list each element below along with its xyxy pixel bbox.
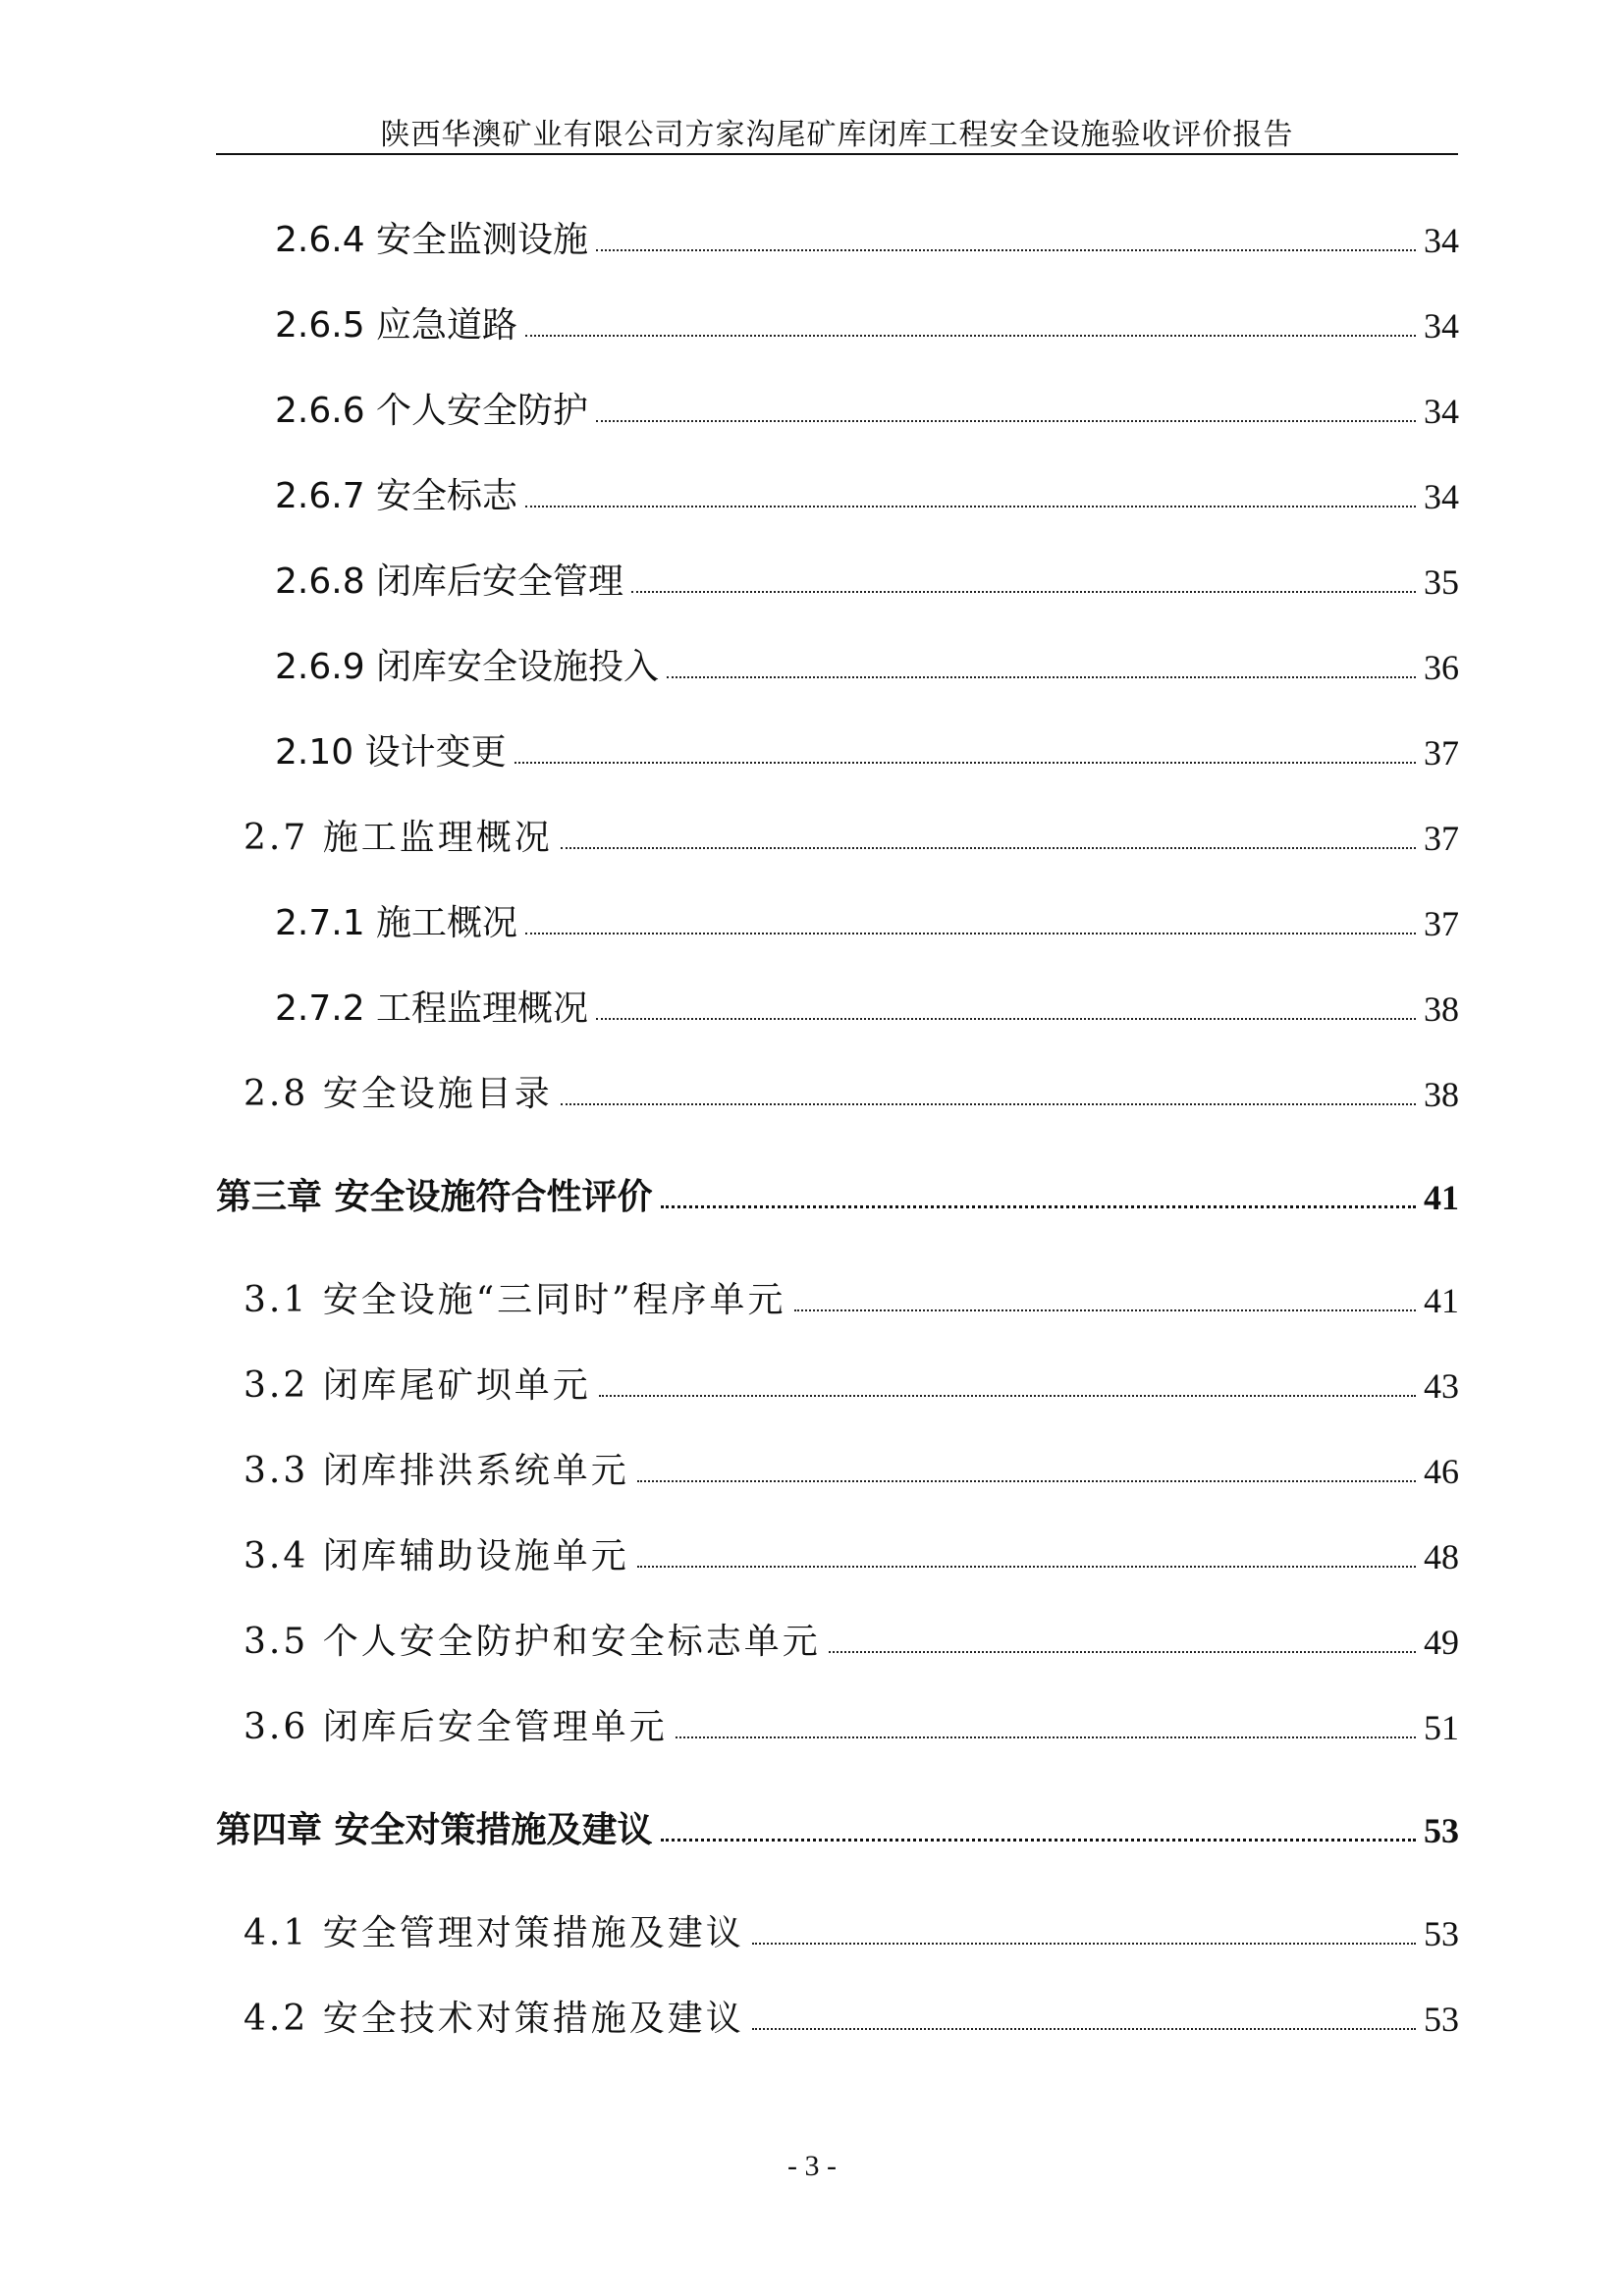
toc-leader-dots [525, 335, 1416, 337]
toc-entry-label: 2.8 安全设施目录 [244, 1074, 553, 1114]
toc-entry-label: 3.4 闭库辅助设施单元 [244, 1536, 629, 1576]
toc-entry-label: 2.6.8 闭库后安全管理 [275, 561, 624, 602]
toc-entry-label: 4.2 安全技术对策措施及建议 [244, 1999, 744, 2039]
toc-entry[interactable] [275, 387, 1459, 436]
toc-leader-dots [599, 1395, 1416, 1397]
toc-entry-label: 2.6.9 闭库安全设施投入 [275, 647, 660, 687]
toc-entry-label: 3.5 个人安全防护和安全标志单元 [244, 1622, 821, 1662]
toc-entry-page: 53 [1424, 1811, 1459, 1850]
toc-entry-page: 34 [1424, 221, 1459, 260]
toc-entry[interactable] [244, 1362, 1459, 1411]
toc-entry-label: 3.6 闭库后安全管理单元 [244, 1707, 668, 1747]
toc-entry[interactable] [244, 1703, 1459, 1752]
toc-entry-page: 34 [1424, 477, 1459, 516]
toc-entry[interactable] [244, 1532, 1459, 1581]
toc-entry-page: 41 [1424, 1178, 1459, 1217]
toc-entry-page: 53 [1424, 1914, 1459, 1953]
toc-entry-label: 2.6.6 个人安全防护 [275, 391, 589, 431]
toc-entry[interactable] [275, 216, 1459, 265]
toc-entry-page: 48 [1424, 1537, 1459, 1576]
toc-entry[interactable] [244, 1909, 1459, 1958]
toc-leader-dots [561, 1103, 1416, 1105]
toc-leader-dots [596, 420, 1416, 422]
toc-entry[interactable] [244, 1618, 1459, 1667]
toc-chapter-entry[interactable] [216, 1173, 1459, 1222]
toc-entry-page: 53 [1424, 2000, 1459, 2039]
toc-entry-label: 3.3 闭库排洪系统单元 [244, 1451, 629, 1491]
toc-entry[interactable] [244, 814, 1459, 863]
toc-entry[interactable] [275, 643, 1459, 692]
toc-entry-label: 2.7.1 施工概况 [275, 903, 518, 943]
toc-entry-label: 第三章 安全设施符合性评价 [216, 1177, 653, 1217]
toc-entry-page: 43 [1424, 1366, 1459, 1406]
toc-leader-dots [525, 933, 1416, 934]
toc-leader-dots [661, 1839, 1416, 1842]
toc-leader-dots [525, 506, 1416, 507]
toc-chapter-entry[interactable] [216, 1806, 1459, 1855]
toc-entry[interactable] [275, 728, 1459, 777]
toc-leader-dots [676, 1736, 1416, 1738]
toc-entry-label: 2.10 设计变更 [275, 732, 507, 773]
page-header-title: 陕西华澳矿业有限公司方家沟尾矿库闭库工程安全设施验收评价报告 [380, 118, 1294, 152]
toc-leader-dots [752, 1943, 1416, 1945]
toc-leader-dots [752, 2028, 1416, 2030]
toc-entry[interactable] [275, 558, 1459, 607]
toc-entry-page: 37 [1424, 819, 1459, 858]
toc-leader-dots [661, 1205, 1416, 1208]
toc-entry[interactable] [244, 1995, 1459, 2044]
toc-entry-page: 51 [1424, 1708, 1459, 1747]
toc-entry-label: 第四章 安全对策措施及建议 [216, 1810, 653, 1850]
toc-entry-label: 2.7.2 工程监理概况 [275, 988, 589, 1029]
toc-leader-dots [794, 1309, 1416, 1311]
toc-entry-page: 37 [1424, 904, 1459, 943]
toc-entry[interactable] [244, 1447, 1459, 1496]
toc-entry-page: 49 [1424, 1623, 1459, 1662]
toc-entry-label: 2.6.7 安全标志 [275, 476, 518, 516]
toc-leader-dots [637, 1566, 1416, 1568]
toc-entry-page: 46 [1424, 1452, 1459, 1491]
toc-entry-label: 2.6.5 应急道路 [275, 305, 518, 346]
toc-leader-dots [596, 1018, 1416, 1020]
toc-entry-page: 34 [1424, 306, 1459, 346]
toc-entry[interactable] [244, 1070, 1459, 1119]
toc-leader-dots [667, 676, 1416, 678]
toc-leader-dots [637, 1480, 1416, 1482]
toc-entry[interactable] [244, 1276, 1459, 1325]
toc-entry-label: 3.2 闭库尾矿坝单元 [244, 1365, 591, 1406]
toc-entry-page: 34 [1424, 392, 1459, 431]
toc-leader-dots [561, 847, 1416, 849]
page-number: - 3 - [787, 2150, 837, 2182]
toc-entry-page: 35 [1424, 562, 1459, 602]
toc-entry-label: 3.1 安全设施“三同时”程序单元 [244, 1280, 786, 1320]
toc-entry-page: 36 [1424, 648, 1459, 687]
toc-entry-label: 2.6.4 安全监测设施 [275, 220, 589, 260]
toc-leader-dots [596, 249, 1416, 251]
toc-entry-label: 4.1 安全管理对策措施及建议 [244, 1913, 744, 1953]
toc-leader-dots [631, 591, 1416, 593]
toc-entry-page: 37 [1424, 733, 1459, 773]
toc-entry-page: 38 [1424, 1075, 1459, 1114]
toc-entry[interactable] [275, 899, 1459, 948]
toc-entry-page: 38 [1424, 989, 1459, 1029]
toc-leader-dots [514, 762, 1416, 764]
toc-entry[interactable] [275, 301, 1459, 350]
header-rule [216, 153, 1458, 155]
toc-entry[interactable] [275, 472, 1459, 521]
toc-entry-label: 2.7 施工监理概况 [244, 818, 553, 858]
toc-entry[interactable] [275, 985, 1459, 1034]
toc-entry-page: 41 [1424, 1281, 1459, 1320]
toc-leader-dots [829, 1651, 1416, 1653]
